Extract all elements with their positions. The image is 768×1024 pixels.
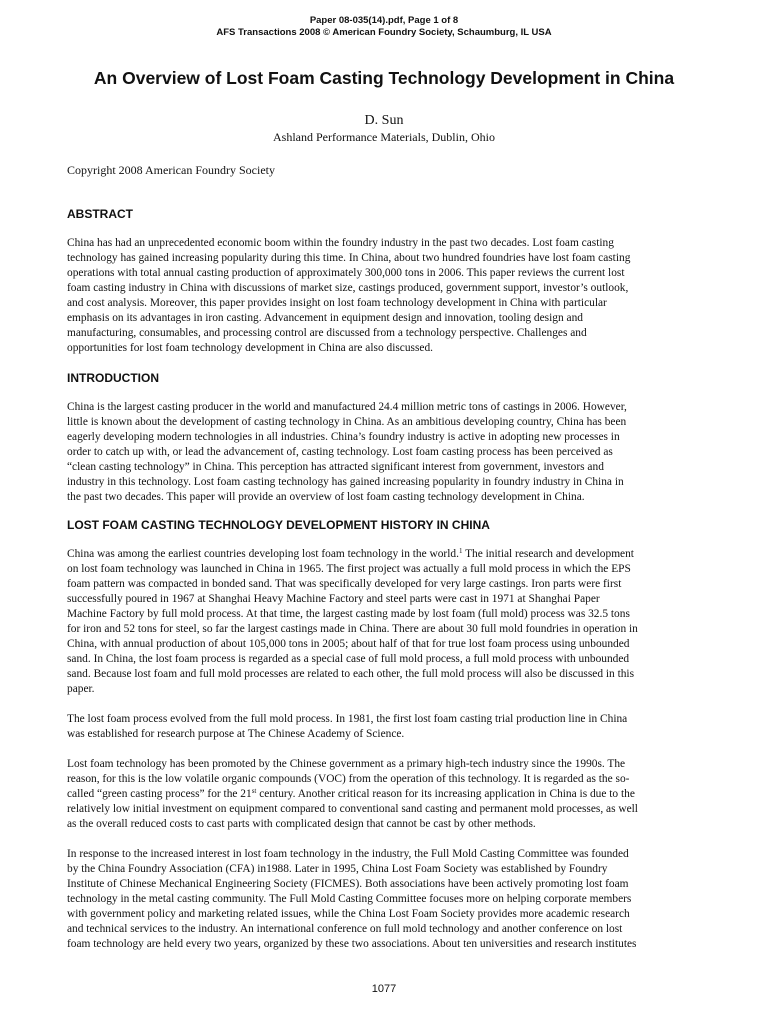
text-line: eagerly developing modern technologies in all industries. China’s foundry industry is active in adopting new processes in xyxy=(67,431,620,443)
history-heading: LOST FOAM CASTING TECHNOLOGY DEVELOPMENT HISTORY IN CHINA xyxy=(67,518,490,532)
text-line: the past two decades. This paper will provide an overview of lost foam casting technology development in China. xyxy=(67,491,585,503)
text-line: sand. Because lost foam and full mold processes are related to each other, the full mold process will also be discussed in this xyxy=(67,668,635,680)
text-line: sand. In China, the lost foam process is regarded as a special case of full mold process, a full mold process with unbounded xyxy=(67,653,630,665)
text-run: The initial research and development xyxy=(462,548,634,560)
text-run: century. Another critical reason for its increasing application in China is due to the xyxy=(256,788,635,800)
history-paragraph-2 xyxy=(67,712,703,742)
text-line: technology has gained increasing popularity during this time. In China, about two hundred foundries have lost foam casting xyxy=(67,252,631,264)
text-line: China, with annual production of about 105,000 tons in 2005; about half of that for true lost foam process using unbounded xyxy=(67,638,630,650)
header-line-2: AFS Transactions 2008 © American Foundry Society, Schaumburg, IL USA xyxy=(216,27,552,38)
text-line: was established for research purpose at The Chinese Academy of Science. xyxy=(67,728,405,740)
text-line: order to catch up with, or lead the advancement of, casting technology. Lost foam casting process has been perceived as xyxy=(67,446,613,458)
text-line xyxy=(67,787,703,802)
text-line: China has had an unprecedented economic boom within the foundry industry in the past two decades. Lost foam casting xyxy=(67,237,614,249)
text-line: reason, for this is the low volatile organic compounds (VOC) from the operation of this technology. It is regarded as the so- xyxy=(67,773,630,785)
text-line: China is the largest casting producer in the world and manufactured 24.4 million metric tons of castings in 2006. However, xyxy=(67,401,627,413)
text-line: technology in the metal casting community. The Full Mold Casting Committee focuses more on helping corporate members xyxy=(67,893,632,905)
page-header xyxy=(0,15,768,39)
text-line: Institute of Chinese Mechanical Engineering Society (FICMES). Both associations have been actively promoting lost foam xyxy=(67,878,629,890)
text-line: for iron and 52 tons for steel, so far the largest castings made in China. There are about 30 full mold foundries in operation in xyxy=(67,623,638,635)
text-line: foam casting industry in China with discussions of market size, castings produced, government support, investor’s outlook, xyxy=(67,282,629,294)
abstract-heading: ABSTRACT xyxy=(67,207,133,221)
text-line: “clean casting technology” in China. This perception has attracted significant interest from government, investors and xyxy=(67,461,604,473)
page-number: 1077 xyxy=(371,983,397,995)
text-line: operations with total annual casting production of approximately 300,000 tons in 2006. This paper reviews the current lost xyxy=(67,267,625,279)
superscript: st xyxy=(251,787,257,795)
abstract-paragraph xyxy=(67,236,703,356)
history-paragraph-1 xyxy=(67,547,703,697)
paper-title: An Overview of Lost Foam Casting Technology Development in China xyxy=(93,68,675,88)
text-line: little is known about the development of casting technology in China. As an ambitious developing country, China has been xyxy=(67,416,627,428)
text-line: Lost foam technology has been promoted by the Chinese government as a primary high-tech industry since the 1990s. The xyxy=(67,758,626,770)
text-line: Machine Factory by full mold process. At that time, the largest casting made by lost foam (full mold) process was 32.5 tons xyxy=(67,608,630,620)
author-affiliation: Ashland Performance Materials, Dublin, Ohio xyxy=(273,130,495,144)
text-line: on lost foam technology was launched in China in 1965. The first project was actually a full mold process in which the EPS xyxy=(67,563,631,575)
text-line: foam pattern was compacted in bonded sand. That was specifically developed for very large castings. Iron parts were first xyxy=(67,578,622,590)
text-line: emphasis on its advantages in iron casting. Advancement in equipment design and innovation, tooling design and xyxy=(67,312,583,324)
text-line: as the overall reduced costs to cast parts with complicated design that cannot be cast by other methods. xyxy=(67,818,536,830)
introduction-heading: INTRODUCTION xyxy=(67,371,159,385)
text-line: paper. xyxy=(67,683,95,695)
text-line: The lost foam process evolved from the full mold process. In 1981, the first lost foam casting trial production line in China xyxy=(67,713,628,725)
text-line: manufacturing, consumables, and processing control are discussed from a technology perspective. Challenges and xyxy=(67,327,587,339)
text-run: called “green casting process” for the 21 xyxy=(67,788,252,800)
text-line: successfully poured in 1967 at Shanghai Heavy Machine Factory and steel parts were cast in 1971 at Shanghai Paper xyxy=(67,593,600,605)
text-line: and cost analysis. Moreover, this paper provides insight on lost foam technology development in China with particular xyxy=(67,297,607,309)
history-paragraph-3 xyxy=(67,757,703,832)
introduction-paragraph xyxy=(67,400,703,505)
author-name: D. Sun xyxy=(364,113,404,128)
text-line: opportunities for lost foam technology development in China are also discussed. xyxy=(67,342,434,354)
text-line xyxy=(67,547,703,562)
history-paragraph-4 xyxy=(67,847,703,952)
text-line: industry in this technology. Lost foam casting technology has gained increasing popularity in foundry industry in China in xyxy=(67,476,624,488)
header-line-1: Paper 08-035(14).pdf, Page 1 of 8 xyxy=(309,15,459,26)
copyright-notice: Copyright 2008 American Foundry Society xyxy=(67,163,275,177)
text-line: by the China Foundry Association (CFA) in1988. Later in 1995, China Lost Foam Society was established by Foundry xyxy=(67,863,608,875)
text-line: with government policy and marketing related issues, while the China Lost Foam Society provides more academic research xyxy=(67,908,630,920)
footnote-reference: 1 xyxy=(458,547,463,555)
text-line: foam technology are held every two years, organized by these two associations. About ten universities and research institutes xyxy=(67,938,637,950)
text-line: relatively low initial investment on equipment compared to conventional sand casting and permanent mold processes, as well xyxy=(67,803,638,815)
text-line: and technical services to the industry. An international conference on full mold technology and another conference on lost xyxy=(67,923,623,935)
text-run: China was among the earliest countries developing lost foam technology in the world. xyxy=(67,548,459,560)
text-line: In response to the increased interest in lost foam technology in the industry, the Full Mold Casting Committee was founded xyxy=(67,848,629,860)
